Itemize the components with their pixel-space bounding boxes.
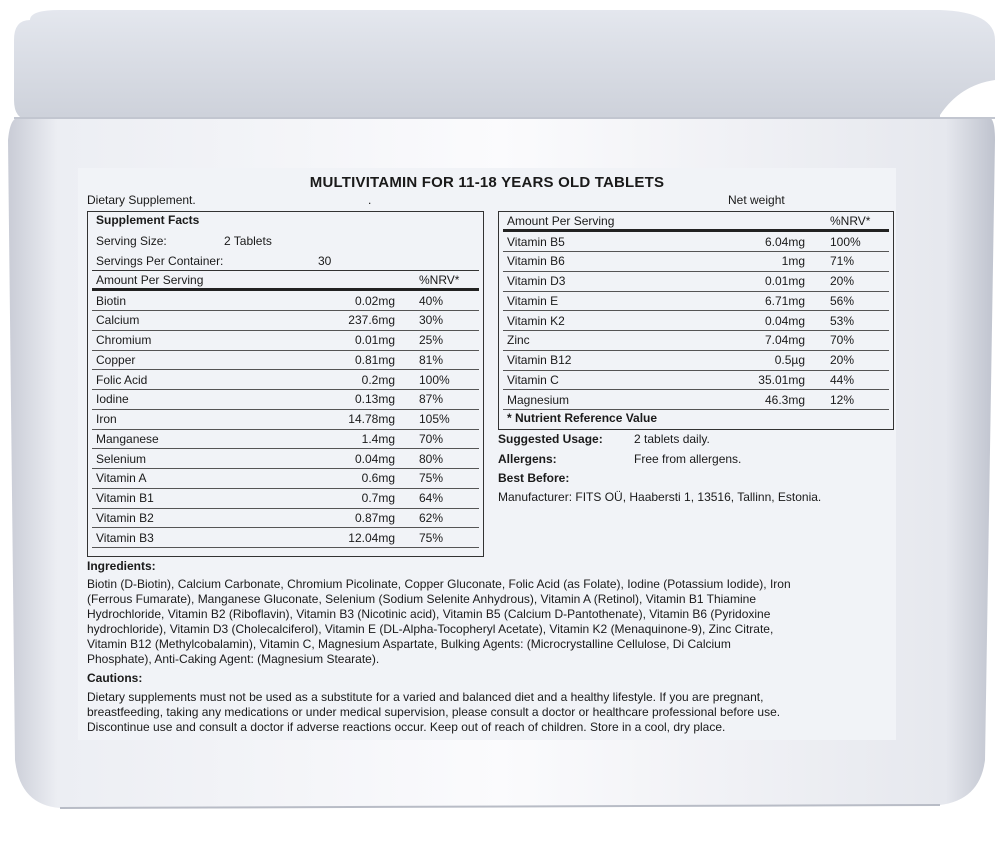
nrv-footnote: * Nutrient Reference Value <box>507 411 658 425</box>
nrv-header: %NRV* <box>830 214 871 228</box>
usage-label: Suggested Usage: <box>498 432 603 446</box>
nutrient-amount: 0.7mg <box>361 491 395 505</box>
nutrient-nrv: 100% <box>419 372 450 387</box>
nutrient-nrv: 53% <box>830 313 855 328</box>
nutrient-nrv: 62% <box>419 510 444 525</box>
nutrient-nrv: 44% <box>830 372 855 387</box>
nutrient-name: Vitamin B12 <box>507 353 572 367</box>
nutrient-amount: 6.71mg <box>764 293 805 308</box>
text-line: Phosphate), Anti-Caking Agent: (Magnesium Stearate). <box>87 652 380 666</box>
nutrient-name: Calcium <box>96 313 140 328</box>
table-row <box>92 509 479 529</box>
ingredients-heading: Ingredients: <box>87 559 156 573</box>
nutrient-nrv: 56% <box>830 293 855 308</box>
nutrient-nrv: 75% <box>419 471 444 486</box>
table-row <box>92 450 479 470</box>
table-row <box>92 489 479 509</box>
supplement-facts-left <box>87 211 484 557</box>
net-weight-label: Net weight <box>728 193 785 207</box>
serving-size-label: Serving Size: <box>96 234 167 248</box>
nutrient-nrv: 25% <box>419 333 444 347</box>
table-row <box>503 371 889 391</box>
nutrient-amount: 0.87mg <box>354 510 395 525</box>
amount-per-serving-header: Amount Per Serving <box>96 273 204 287</box>
servings-per-container-label: Servings Per Container: <box>96 254 224 268</box>
nutrient-nrv: 100% <box>830 234 861 249</box>
amount-per-serving-header: Amount Per Serving <box>507 214 615 228</box>
nutrient-nrv: 80% <box>419 451 444 466</box>
cautions-text <box>87 690 887 735</box>
nutrient-nrv: 81% <box>419 352 444 367</box>
text-line: breastfeeding, taking any medications or under medical supervision, please consult a doctor or healthcare professional before use. <box>87 705 781 719</box>
nutrient-nrv: 87% <box>419 392 444 407</box>
nutrient-amount: 7.04mg <box>764 333 805 348</box>
nutrient-name: Vitamin B2 <box>96 510 154 525</box>
table-row <box>92 331 479 351</box>
table-row <box>92 529 479 549</box>
servings-per-container-value: 30 <box>318 254 332 268</box>
nutrient-nrv: 40% <box>419 293 444 308</box>
right_rows-header-row <box>503 212 889 232</box>
table-row <box>92 469 479 489</box>
nutrient-amount: 12.04mg <box>348 530 395 545</box>
nutrient-amount: 0.2mg <box>361 372 395 387</box>
table-row <box>503 391 889 411</box>
table-row <box>503 292 889 312</box>
nutrient-name: Vitamin K2 <box>507 313 565 328</box>
left_rows-header-row <box>92 271 479 291</box>
cautions-heading: Cautions: <box>87 671 143 685</box>
text-line: Vitamin B12 (Methylcobalamin), Vitamin C, Magnesium Aspartate, Bulking Agents: (Microcrystalline Cellulose, Di Calcium <box>87 637 731 651</box>
nutrient-name: Vitamin E <box>507 293 559 308</box>
table-row <box>503 331 889 351</box>
table-row <box>92 311 479 331</box>
nutrient-amount: 14.78mg <box>348 412 395 426</box>
ingredients-text <box>87 577 887 667</box>
nutrient-nrv: 70% <box>419 431 444 446</box>
table-row <box>503 351 889 371</box>
product-title: MULTIVITAMIN FOR 11-18 YEARS OLD TABLETS <box>309 174 665 191</box>
nutrient-name: Iron <box>96 412 117 426</box>
text-line: hydrochloride), Vitamin D3 (Cholecalciferol), Vitamin E (DL-Alpha-Tocopheryl Acetate), Vitamin K2 (Menaquinone-9), Zinc Citrate, <box>87 622 774 636</box>
best-before-label: Best Before: <box>498 471 570 485</box>
table-row <box>92 371 479 391</box>
nutrient-name: Selenium <box>96 451 147 466</box>
nutrient-name: Chromium <box>96 333 152 347</box>
table-row <box>503 252 889 272</box>
nutrient-amount: 0.81mg <box>354 352 395 367</box>
nutrient-nrv: 20% <box>830 353 855 367</box>
text-line: Discontinue use and consult a doctor if adverse reactions occur. Keep out of reach of children. Store in a cool, dry place. <box>87 720 726 734</box>
product-label <box>78 168 896 740</box>
nutrient-amount: 1mg <box>781 254 805 269</box>
nutrient-nrv: 30% <box>419 313 444 328</box>
nutrient-name: Iodine <box>96 392 129 407</box>
table-row <box>503 233 889 253</box>
text-line: Biotin (D-Biotin), Calcium Carbonate, Chromium Picolinate, Copper Gluconate, Folic Acid (as Folate), Iodine (Potassium Iodide), Iron <box>87 577 791 591</box>
text-line: (Ferrous Fumarate), Manganese Gluconate, Selenium (Sodium Selenite Anhydrous), Vitamin A (Retinol), Vitamin B1 Thiamine <box>87 592 756 606</box>
nrv-header: %NRV* <box>419 273 460 287</box>
nutrient-nrv: 71% <box>830 254 855 269</box>
nutrient-amount: 1.4mg <box>361 431 395 446</box>
allergens-value: Free from allergens. <box>634 452 742 466</box>
text-line: Hydrochloride, Vitamin B2 (Riboflavin), Vitamin B3 (Nicotinic acid), Vitamin B5 (Calcium D-Pantothenate), Vitamin B6 (Pyridoxine <box>87 607 771 621</box>
pouch-top-seal <box>14 10 995 120</box>
nutrient-name: Vitamin B1 <box>96 491 154 505</box>
table-row <box>92 410 479 430</box>
table-row <box>503 272 889 292</box>
nutrient-amount: 0.5µg <box>774 353 805 367</box>
nutrient-amount: 0.04mg <box>354 451 395 466</box>
nutrient-amount: 0.6mg <box>361 471 395 486</box>
text-line: Dietary supplements must not be used as a substitute for a varied and balanced diet and a healthy lifestyle. If you are pregnant, <box>87 690 764 704</box>
nutrient-name: Manganese <box>96 431 159 446</box>
table-row <box>92 351 479 371</box>
nutrient-name: Biotin <box>96 293 127 308</box>
nutrient-nrv: 75% <box>419 530 444 545</box>
nutrient-amount: 35.01mg <box>758 372 805 387</box>
nutrient-nrv: 70% <box>830 333 855 348</box>
nutrient-name: Vitamin B5 <box>507 234 565 249</box>
nutrient-name: Magnesium <box>507 392 570 407</box>
nutrient-name: Vitamin B6 <box>507 254 565 269</box>
nutrient-name: Zinc <box>507 333 530 348</box>
nutrient-amount: 237.6mg <box>348 313 395 328</box>
nutrient-amount: 0.02mg <box>354 293 395 308</box>
table-row <box>92 430 479 450</box>
nutrient-name: Vitamin A <box>96 471 147 486</box>
nutrient-name: Copper <box>96 352 136 367</box>
nutrient-amount: 0.04mg <box>764 313 805 328</box>
nutrient-amount: 0.01mg <box>354 333 395 347</box>
nutrient-amount: 6.04mg <box>764 234 805 249</box>
nutrient-nrv: 64% <box>419 491 444 505</box>
nutrient-name: Vitamin C <box>507 372 559 387</box>
nutrient-amount: 0.13mg <box>354 392 395 407</box>
nutrient-nrv: 20% <box>830 274 855 288</box>
supplement-facts-heading: Supplement Facts <box>96 213 200 227</box>
nutrient-nrv: 105% <box>419 412 450 426</box>
supplement-facts-right <box>498 211 894 430</box>
separator-dot: . <box>368 193 372 207</box>
manufacturer-text: Manufacturer: FITS OÜ, Haabersti 1, 13516, Tallinn, Estonia. <box>498 490 822 504</box>
allergens-label: Allergens: <box>498 452 557 466</box>
table-row <box>503 312 889 332</box>
nutrient-nrv: 12% <box>830 392 855 407</box>
nutrient-amount: 0.01mg <box>764 274 805 288</box>
nutrient-name: Vitamin B3 <box>96 530 154 545</box>
table-row <box>92 292 479 312</box>
dietary-supplement-text: Dietary Supplement. <box>87 193 196 207</box>
table-row <box>92 390 479 410</box>
nutrient-name: Vitamin D3 <box>507 274 566 288</box>
usage-value: 2 tablets daily. <box>634 432 710 446</box>
serving-size-value: 2 Tablets <box>224 234 272 248</box>
nutrient-name: Folic Acid <box>96 372 148 387</box>
nutrient-amount: 46.3mg <box>764 392 805 407</box>
